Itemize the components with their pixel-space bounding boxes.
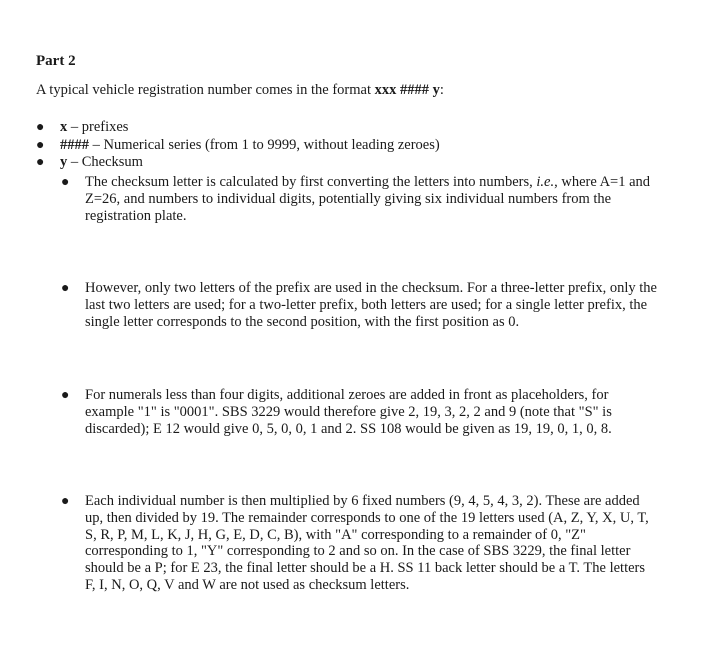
detail-line: corresponding to 1, "Y" corresponding to 2 and so on. In the case of SBS 3229, the final letter	[85, 543, 631, 560]
detail-line: single letter corresponds to the second position, with the first position as 0.	[85, 313, 520, 330]
detail-paragraph	[85, 387, 665, 437]
bullet-icon: ●	[36, 137, 45, 153]
definition-term: x	[60, 119, 68, 135]
definition-text: – Checksum	[67, 154, 143, 170]
intro-paragraph	[36, 82, 444, 99]
detail-line: Z=26, and numbers to individual digits, potentially giving six individual numbers from the	[85, 190, 612, 207]
sub-bullet-icon: ●	[61, 175, 70, 190]
intro-colon: :	[439, 82, 444, 98]
definition-text: – Numerical series (from 1 to 9999, without leading zeroes)	[89, 136, 440, 153]
intro-text: A typical vehicle registration number comes in the format	[36, 82, 375, 98]
detail-paragraph	[85, 280, 665, 330]
definition-item-checksum	[0, 154, 716, 172]
text-run: , where A=1 and	[554, 174, 651, 190]
bullet-icon: ●	[36, 120, 45, 135]
detail-line: registration plate.	[85, 207, 187, 224]
text-run: The checksum letter is calculated by first converting the letters into numbers,	[85, 174, 537, 190]
detail-line: should be a P; for E 23, the final letter should be a H. SS 11 back letter should be a T. The letters	[85, 560, 646, 577]
sub-bullet-icon: ●	[61, 494, 70, 509]
detail-line: up, then divided by 19. The remainder corresponds to one of the 19 letters used (A, Z, Y, X, U, T,	[85, 509, 649, 526]
definition-item-prefix	[0, 119, 716, 137]
detail-line: example "1" is "0001". SBS 3229 would therefore give 2, 19, 3, 2, 2 and 9 (note that "S" is	[85, 403, 612, 420]
detail-paragraph	[85, 493, 665, 594]
detail-paragraph	[85, 174, 665, 224]
definition-term: y	[60, 154, 68, 170]
sub-bullet-icon: ●	[61, 388, 70, 403]
definition-text: – prefixes	[67, 119, 129, 135]
detail-line: S, R, P, M, L, K, J, H, G, E, D, C, B), with "A" corresponding to a remainder of 0, "Z"	[85, 526, 586, 543]
detail-line: Each individual number is then multiplied by 6 fixed numbers (9, 4, 5, 4, 3, 2). These are added	[85, 493, 640, 509]
italic-run: i.e.	[536, 174, 555, 190]
detail-line: For numerals less than four digits, additional zeroes are added in front as placeholders, for	[85, 387, 609, 403]
format-definitions-list	[0, 119, 716, 172]
sub-bullet-icon: ●	[61, 281, 70, 296]
detail-line: discarded); E 12 would give 0, 5, 0, 0, 1 and 2. SS 108 would be given as 19, 19, 0, 1, 0, 8.	[85, 420, 612, 437]
definition-item-numerical-series	[0, 137, 716, 155]
detail-line: However, only two letters of the prefix are used in the checksum. For a three-letter prefix, only the	[85, 280, 657, 296]
section-heading: Part 2	[36, 53, 76, 69]
bullet-icon: ●	[36, 155, 45, 170]
definition-term: ####	[60, 136, 89, 153]
format-code: xxx #### y	[374, 82, 440, 98]
detail-line	[85, 174, 665, 191]
detail-line: F, I, N, O, Q, V and W are not used as checksum letters.	[85, 576, 410, 593]
detail-line: last two letters are used; for a two-letter prefix, both letters are used; for a single letter prefix, the	[85, 296, 648, 313]
